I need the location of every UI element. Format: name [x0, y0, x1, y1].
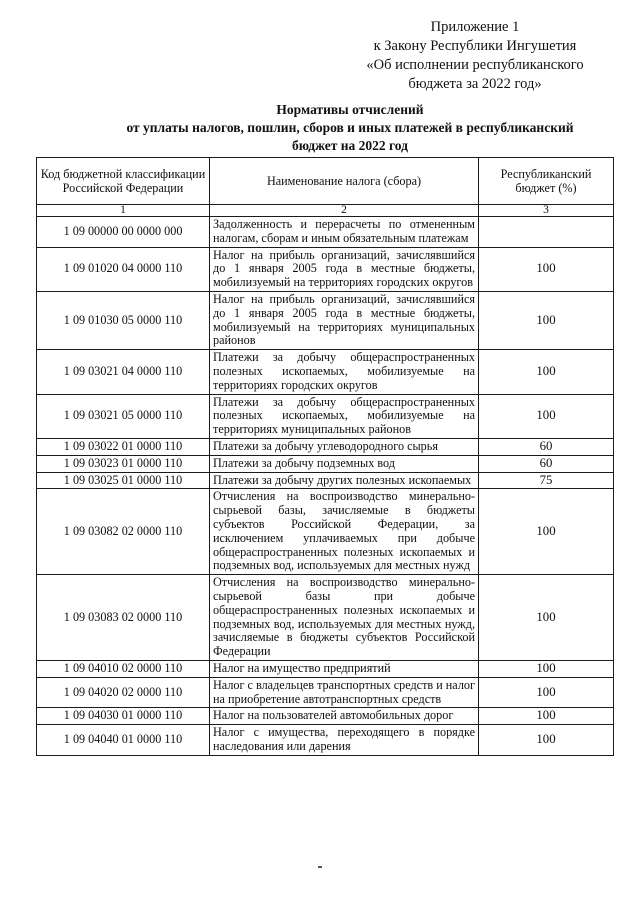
row-percent: 100	[479, 247, 614, 291]
row-percent: 100	[479, 489, 614, 575]
table-row	[37, 247, 614, 291]
row-percent: 100	[479, 394, 614, 438]
row-code: 1 09 03021 04 0000 110	[37, 350, 210, 394]
table-row	[37, 394, 614, 438]
row-code: 1 09 04020 02 0000 110	[37, 677, 210, 708]
row-percent: 100	[479, 660, 614, 677]
table-row	[37, 438, 614, 455]
scan-speck	[318, 866, 322, 868]
row-code: 1 09 03082 02 0000 110	[37, 489, 210, 575]
column-number: 3	[479, 205, 614, 217]
table-row	[37, 455, 614, 472]
table-row	[37, 350, 614, 394]
row-name: Налог на имущество предприятий	[210, 660, 479, 677]
row-code: 1 09 00000 00 0000 000	[37, 217, 210, 248]
row-percent: 100	[479, 677, 614, 708]
row-percent: 75	[479, 472, 614, 489]
row-name: Платежи за добычу общераспространенных полезных ископаемых, мобилизуемые на территориях городских округов	[210, 350, 479, 394]
row-percent: 100	[479, 725, 614, 756]
appendix-line: бюджета за 2022 год»	[408, 76, 542, 92]
row-name: Отчисления на воспроизводство минерально-сырьевой базы, зачисляемые в бюджеты субъектов Российской Федерации, за исключением уплачиваемых при добыче общераспространенных полезных ископаемых и подземных вод, используемых для местных нужд	[210, 489, 479, 575]
table-row	[37, 489, 614, 575]
column-number: 2	[210, 205, 479, 217]
table-header-row	[37, 158, 614, 205]
table-row	[37, 677, 614, 708]
title-line: Нормативы отчислений	[276, 102, 424, 117]
row-name: Платежи за добычу подземных вод	[210, 455, 479, 472]
table-row	[37, 660, 614, 677]
row-name: Платежи за добычу общераспространенных полезных ископаемых, мобилизуемые на территориях муниципальных районов	[210, 394, 479, 438]
table-row	[37, 291, 614, 349]
column-number-row	[37, 205, 614, 217]
title-line: от уплаты налогов, пошлин, сборов и иных платежей в республиканский	[126, 120, 574, 135]
appendix-line: Приложение 1	[430, 19, 520, 35]
title-line: бюджет на 2022 год	[292, 138, 408, 153]
row-name: Платежи за добычу других полезных ископаемых	[210, 472, 479, 489]
row-code: 1 09 04010 02 0000 110	[37, 660, 210, 677]
row-code: 1 09 01020 04 0000 110	[37, 247, 210, 291]
column-number: 1	[37, 205, 210, 217]
row-name: Задолженность и перерасчеты по отмененным налогам, сборам и иным обязательным платежам	[210, 217, 479, 248]
row-code: 1 09 03023 01 0000 110	[37, 455, 210, 472]
row-name: Налог на прибыль организаций, зачислявшийся до 1 января 2005 года в местные бюджеты, мобилизуемый на территориях муниципальных районов	[210, 291, 479, 349]
table-row	[37, 217, 614, 248]
document-title	[90, 101, 610, 155]
deductions-table	[36, 157, 614, 756]
table-row	[37, 472, 614, 489]
row-code: 1 09 03021 05 0000 110	[37, 394, 210, 438]
row-name: Налог с имущества, переходящего в порядке наследования или дарения	[210, 725, 479, 756]
appendix-note	[330, 18, 620, 94]
row-percent: 100	[479, 575, 614, 661]
header-name: Наименование налога (сбора)	[210, 158, 479, 205]
row-percent: 100	[479, 350, 614, 394]
appendix-line: к Закону Республики Ингушетия	[373, 38, 577, 54]
row-name: Отчисления на воспроизводство минерально-сырьевой базы при добыче общераспространенных полезных ископаемых и подземных вод, используемых для местных нужд, зачисляемые в бюджеты субъектов Российской Федерации	[210, 575, 479, 661]
row-percent: 60	[479, 438, 614, 455]
appendix-line: «Об исполнении республиканского	[366, 57, 584, 73]
table-row	[37, 725, 614, 756]
row-name: Налог на пользователей автомобильных дорог	[210, 708, 479, 725]
row-name: Налог с владельцев транспортных средств и налог на приобретение автотранспортных средств	[210, 677, 479, 708]
table-row	[37, 708, 614, 725]
row-percent: 100	[479, 708, 614, 725]
row-percent	[479, 217, 614, 248]
row-code: 1 09 04040 01 0000 110	[37, 725, 210, 756]
row-code: 1 09 03083 02 0000 110	[37, 575, 210, 661]
header-code: Код бюджетной классификации Российской Федерации	[37, 158, 210, 205]
header-percent: Республиканский бюджет (%)	[479, 158, 614, 205]
table-row	[37, 575, 614, 661]
row-code: 1 09 03025 01 0000 110	[37, 472, 210, 489]
row-code: 1 09 01030 05 0000 110	[37, 291, 210, 349]
row-percent: 60	[479, 455, 614, 472]
row-code: 1 09 03022 01 0000 110	[37, 438, 210, 455]
row-name: Налог на прибыль организаций, зачислявшийся до 1 января 2005 года в местные бюджеты, мобилизуемый на территориях городских округов	[210, 247, 479, 291]
row-percent: 100	[479, 291, 614, 349]
row-code: 1 09 04030 01 0000 110	[37, 708, 210, 725]
row-name: Платежи за добычу углеводородного сырья	[210, 438, 479, 455]
